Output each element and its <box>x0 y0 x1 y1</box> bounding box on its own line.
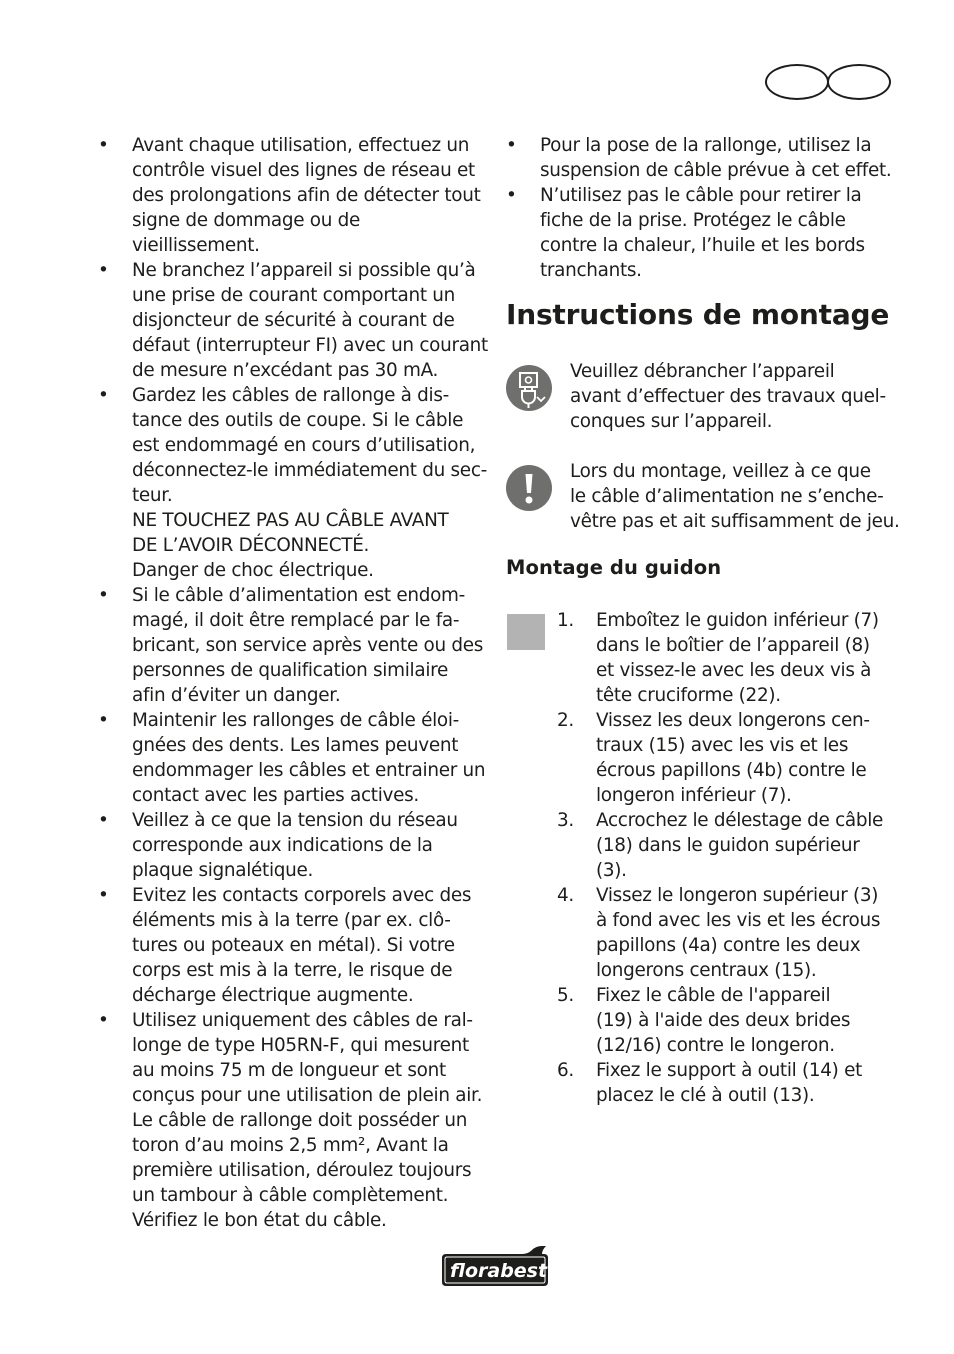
svg-text:florabest: florabest <box>450 1260 548 1282</box>
list-item: 1. Emboîtez le guidon inférieur (7) dans le boîtier de l’appareil (8) et vissez-le avec les deux vis à tête cruciforme (22). <box>557 610 879 706</box>
exclamation-icon <box>506 465 552 511</box>
figure-reference-box <box>507 614 545 650</box>
list-item: 6. Fixez le support à outil (14) et placez le clé à outil (13). <box>557 1060 863 1106</box>
florabest-logo <box>438 1244 552 1288</box>
list-item: • Evitez les contacts corporels avec des éléments mis à la terre (par ex. clô- tures ou poteaux en métal). Si votre corps est mis à la terre, le risque de décharge électrique augmente. <box>98 883 488 1008</box>
list-item: 5. Fixez le câble de l'appareil (19) à l'aide des deux brides (12/16) contre le longeron. <box>557 985 851 1056</box>
language-badge-right <box>827 64 891 100</box>
assembly-steps <box>553 608 898 1108</box>
list-item: 3. Accrochez le délestage de câble (18) dans le guidon supérieur (3). <box>557 810 884 881</box>
list-item: • Si le câble d’alimentation est endom- magé, il doit être remplacé par le fa- bricant, son service après vente ou des personnes de qualification similaire afin d’éviter un danger. <box>98 583 488 708</box>
right-column <box>506 133 896 283</box>
left-column <box>98 133 488 1233</box>
list-item: • Veillez à ce que la tension du réseau corresponde aux indications de la plaque signalétique. <box>98 808 488 883</box>
language-badge-left <box>765 64 829 100</box>
list-item: • Utilisez uniquement des câbles de ral- longe de type H05RN-F, qui mesurent au moins 75 m de longueur et sont conçus pour une utilisation de plein air. Le câble de rallonge doit posséder un toron d’au moins 2,5 mm², Avant la première utilisation, déroulez toujours un tambour à câble complètement. Vérifiez le bon état du câble. <box>98 1008 488 1233</box>
list-item: • Gardez les câbles de rallonge à dis- tance des outils de coupe. Si le câble est endommagé en cours d’utilisation, déconnectez-le immédiatement du sec- teur. NE TOUCHEZ PAS AU CÂBLE AVANT DE L’AVOIR DÉCONNECTÉ. Danger de choc électrique. <box>98 383 488 583</box>
cable-bullet-list <box>506 133 896 283</box>
section-heading: Instructions de montage <box>506 298 890 331</box>
list-item: • Ne branchez l’appareil si possible qu’à une prise de courant comportant un disjoncteur de sécurité à courant de défaut (interrupteur FI) avec un courant de mesure n’excédant pas 30 mA. <box>98 258 488 383</box>
list-item: • Avant chaque utilisation, effectuez un contrôle visuel des lignes de réseau et des prolongations afin de détecter tout signe de dommage ou de vieillissement. <box>98 133 488 258</box>
list-item: • Maintenir les rallonges de câble éloi- gnées des dents. Les lames peuvent endommager les câbles et entrainer un contact avec les parties actives. <box>98 708 488 808</box>
language-badges <box>765 64 889 100</box>
list-item: 4. Vissez le longeron supérieur (3) à fond avec les vis et les écrous papillons (4a) contre les deux longerons centraux (15). <box>557 885 881 981</box>
notice-text: Lors du montage, veillez à ce que le câble d’alimentation ne s’enche- vêtre pas et ait suffisamment de jeu. <box>570 461 900 532</box>
unplug-icon <box>506 365 552 411</box>
list-item: • N’utilisez pas le câble pour retirer la fiche de la prise. Protégez le câble contre la chaleur, l’huile et les bords tranchants. <box>506 183 896 283</box>
safety-bullet-list <box>98 133 488 1233</box>
subsection-heading: Montage du guidon <box>506 556 722 579</box>
list-item: 2. Vissez les deux longerons cen- traux (15) avec les vis et les écrous papillons (4b) contre le longeron inférieur (7). <box>557 710 870 806</box>
notice-text: Veuillez débrancher l’appareil avant d’effectuer des travaux quel- conques sur l’appareil. <box>570 361 886 432</box>
list-item: • Pour la pose de la rallonge, utilisez la suspension de câble prévue à cet effet. <box>506 133 896 183</box>
